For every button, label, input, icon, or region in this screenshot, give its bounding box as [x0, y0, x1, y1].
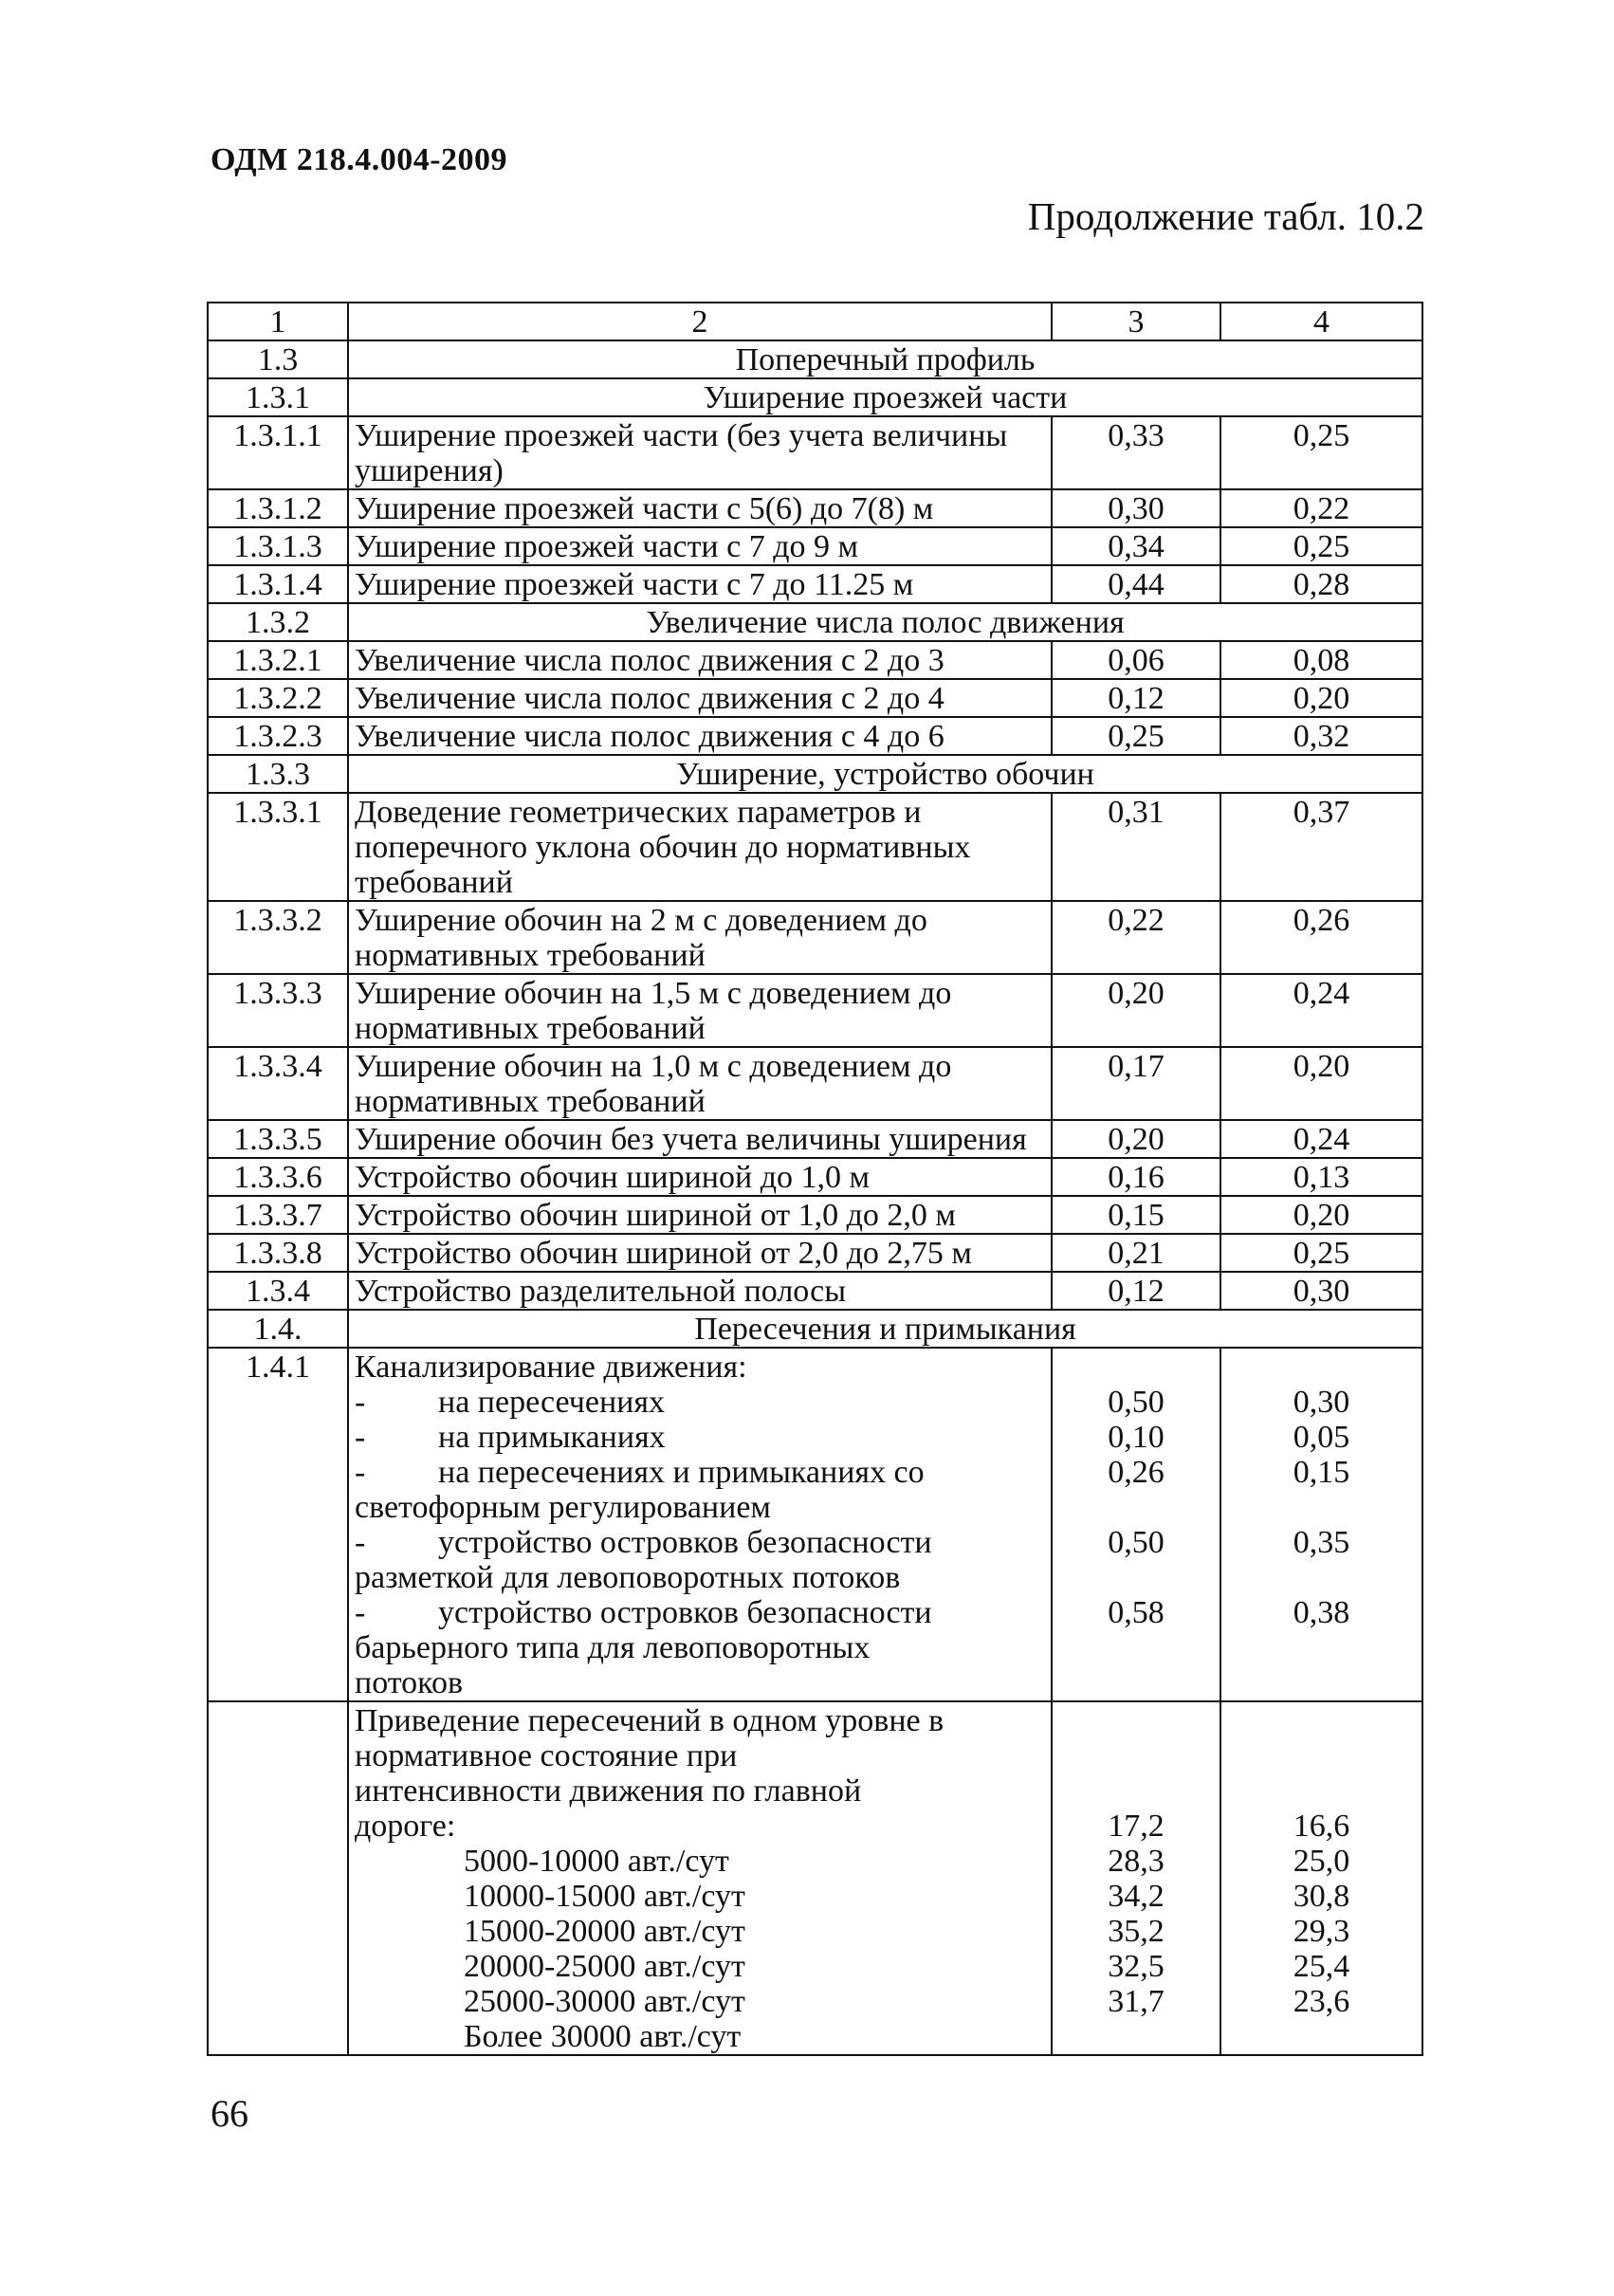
range-value-col4: 16,6: [1293, 1809, 1350, 1844]
value-col4: [1220, 1701, 1422, 2055]
value-col4: 0,25: [1220, 1234, 1422, 1272]
intensity-range: 25000-30000 авт./сут: [464, 1984, 745, 2019]
row-code: 1.3.1.2: [208, 489, 348, 527]
value-col4: 0,24: [1220, 1120, 1422, 1158]
list-item-line: [355, 1455, 1045, 1490]
value-col4: 0,13: [1220, 1158, 1422, 1196]
list-item-line: [355, 1630, 1045, 1665]
item-value-col3: 0,58: [1108, 1595, 1165, 1630]
value-col3: 0,30: [1052, 489, 1220, 527]
row-description: Уширение проезжей части с 5(6) до 7(8) м: [348, 489, 1052, 527]
range-value-col4: 23,6: [1293, 1984, 1350, 2019]
row-description: Уширение обочин на 1,0 м с доведением до нормативных требований: [348, 1047, 1052, 1120]
item-value-col4: 0,15: [1293, 1455, 1350, 1490]
value-col4: 0,25: [1220, 416, 1422, 489]
section-title: Уширение проезжей части: [348, 378, 1422, 416]
block-heading-line: нормативное состояние при: [355, 1738, 738, 1773]
value-col3: 0,12: [1052, 1272, 1220, 1310]
list-item-text: устройство островков безопасности: [438, 1595, 932, 1630]
value-spacer: [1227, 1738, 1416, 1773]
row-description: Уширение обочин на 2 м с доведением до нормативных требований: [348, 901, 1052, 974]
row-description: [348, 1701, 1052, 2055]
bullet-dash: -: [355, 1420, 366, 1455]
column-header-3: 3: [1052, 303, 1220, 340]
row-description: Устройство разделительной полосы: [348, 1272, 1052, 1310]
value-col4: 0,26: [1220, 901, 1422, 974]
value-spacer: [1227, 1350, 1416, 1385]
row-code: 1.3.3.1: [208, 793, 348, 901]
section-title: Поперечный профиль: [348, 340, 1422, 378]
section-row: [208, 1310, 1422, 1348]
value-spacer: [1227, 1560, 1416, 1595]
table-row: [208, 1701, 1422, 2055]
list-item-line: [355, 1490, 1045, 1525]
bullet-dash: -: [355, 1455, 366, 1490]
row-code: 1.3.3.5: [208, 1120, 348, 1158]
value-col4: 0,20: [1220, 679, 1422, 717]
row-code: 1.3.4: [208, 1272, 348, 1310]
range-value-col3: 17,2: [1108, 1809, 1165, 1844]
value-col3: 0,34: [1052, 527, 1220, 565]
table-row: [208, 901, 1422, 974]
value-col3: 0,17: [1052, 1047, 1220, 1120]
bullet-dash: -: [355, 1525, 366, 1560]
value-col3: 0,20: [1052, 1120, 1220, 1158]
row-description: Увеличение числа полос движения с 2 до 3: [348, 641, 1052, 679]
section-row: [208, 755, 1422, 793]
value-col4: 0,20: [1220, 1196, 1422, 1234]
row-code: 1.3.2.3: [208, 717, 348, 755]
value-spacer: [1227, 1773, 1416, 1809]
block-heading-line: интенсивности движения по главной: [355, 1773, 862, 1809]
page-number: 66: [211, 2092, 248, 2135]
value-col4: 0,08: [1220, 641, 1422, 679]
value-spacer: [1058, 1773, 1214, 1809]
section-title: Уширение, устройство обочин: [348, 755, 1422, 793]
table-row: [208, 1196, 1422, 1234]
value-col3: 0,21: [1052, 1234, 1220, 1272]
table-row: [208, 1234, 1422, 1272]
item-value-col4: 0,38: [1293, 1595, 1350, 1630]
item-value-col4: 0,30: [1293, 1385, 1350, 1420]
range-value-col4: 25,4: [1293, 1949, 1350, 1984]
list-item-line: [355, 1420, 1045, 1455]
row-description: Устройство обочин шириной от 1,0 до 2,0 м: [348, 1196, 1052, 1234]
range-value-col4: 30,8: [1293, 1879, 1350, 1914]
row-description: Уширение проезжей части с 7 до 9 м: [348, 527, 1052, 565]
list-item-text: устройство островков безопасности: [438, 1525, 932, 1560]
table-row: [208, 717, 1422, 755]
row-code-empty: [208, 1701, 348, 2055]
row-code: 1.3.2.2: [208, 679, 348, 717]
value-col3: 0,25: [1052, 717, 1220, 755]
intensity-range: 15000-20000 авт./сут: [464, 1914, 745, 1949]
column-header-4: 4: [1220, 303, 1422, 340]
table-row: [208, 1120, 1422, 1158]
table-row: [208, 416, 1422, 489]
intensity-range: 5000-10000 авт./сут: [464, 1844, 729, 1879]
row-description: Доведение геометрических параметров и поперечного уклона обочин до нормативных требований: [348, 793, 1052, 901]
section-title: Увеличение числа полос движения: [348, 603, 1422, 641]
value-col4: 0,25: [1220, 527, 1422, 565]
value-spacer: [1058, 1665, 1214, 1700]
row-code: 1.3.3.7: [208, 1196, 348, 1234]
row-description: Уширение обочин без учета величины уширения: [348, 1120, 1052, 1158]
value-col3: 0,20: [1052, 974, 1220, 1047]
column-header-1: 1: [208, 303, 348, 340]
range-value-col3: 34,2: [1108, 1879, 1165, 1914]
list-item-text: на пересечениях и примыканиях со: [438, 1455, 925, 1490]
value-col4: 0,28: [1220, 565, 1422, 603]
value-col3: 0,22: [1052, 901, 1220, 974]
value-col4: 0,37: [1220, 793, 1422, 901]
value-col4: 0,20: [1220, 1047, 1422, 1120]
list-item-line: [355, 1385, 1045, 1420]
row-description: Увеличение числа полос движения с 2 до 4: [348, 679, 1052, 717]
row-description: Устройство обочин шириной от 2,0 до 2,75 м: [348, 1234, 1052, 1272]
row-description: Устройство обочин шириной до 1,0 м: [348, 1158, 1052, 1196]
row-code: 1.3.1: [208, 378, 348, 416]
list-item-line: [355, 1595, 1045, 1630]
row-code: 1.3.1.1: [208, 416, 348, 489]
value-col3: 0,44: [1052, 565, 1220, 603]
list-item-text: разметкой для левоповоротных потоков: [355, 1560, 901, 1595]
range-value-col3: 31,7: [1108, 1984, 1165, 2019]
range-value-col4: 29,3: [1293, 1914, 1350, 1949]
column-header-row: [208, 303, 1422, 340]
item-value-col3: 0,10: [1108, 1420, 1165, 1455]
row-code: 1.3.3.6: [208, 1158, 348, 1196]
row-code: 1.3.2: [208, 603, 348, 641]
row-description: Увеличение числа полос движения с 4 до 6: [348, 717, 1052, 755]
column-header-2: 2: [348, 303, 1052, 340]
value-spacer: [1058, 1350, 1214, 1385]
table-row: [208, 527, 1422, 565]
value-col3: 0,12: [1052, 679, 1220, 717]
item-value-col4: 0,05: [1293, 1420, 1350, 1455]
list-item-text: на примыканиях: [438, 1420, 666, 1455]
table-row: [208, 641, 1422, 679]
list-item-text: на пересечениях: [438, 1385, 665, 1420]
value-col3: [1052, 1348, 1220, 1701]
intensity-range: 10000-15000 авт./сут: [464, 1879, 745, 1914]
bullet-dash: -: [355, 1595, 366, 1630]
row-code: 1.3.3.8: [208, 1234, 348, 1272]
table-body: [208, 303, 1422, 2055]
table-row: [208, 1272, 1422, 1310]
table-row: [208, 793, 1422, 901]
row-code: 1.3.1.3: [208, 527, 348, 565]
intensity-range: 20000-25000 авт./сут: [464, 1949, 745, 1984]
document-code: ОДМ 218.4.004-2009: [211, 142, 508, 177]
value-spacer: [1227, 1665, 1416, 1700]
row-description: Уширение обочин на 1,5 м с доведением до нормативных требований: [348, 974, 1052, 1047]
value-spacer: [1227, 1703, 1416, 1738]
row-code: 1.3.3.2: [208, 901, 348, 974]
block-heading-line: Приведение пересечений в одном уровне в: [355, 1703, 945, 1738]
list-item-text: потоков: [355, 1665, 464, 1700]
list-item-text: барьерного типа для левоповоротных: [355, 1630, 871, 1665]
row-code: 1.4.: [208, 1310, 348, 1348]
table-row: [208, 489, 1422, 527]
value-spacer: [1058, 1703, 1214, 1738]
item-value-col3: 0,50: [1108, 1385, 1165, 1420]
list-item-line: [355, 1525, 1045, 1560]
table-row: [208, 679, 1422, 717]
range-value-col3: 32,5: [1108, 1949, 1165, 1984]
value-spacer: [1058, 1738, 1214, 1773]
section-title: Пересечения и примыкания: [348, 1310, 1422, 1348]
row-description: Уширение проезжей части с 7 до 11.25 м: [348, 565, 1052, 603]
bullet-dash: -: [355, 1385, 366, 1420]
range-value-col4: 25,0: [1293, 1844, 1350, 1879]
value-spacer: [1058, 1630, 1214, 1665]
row-code: 1.3.1.4: [208, 565, 348, 603]
table-continuation-label: Продолжение табл. 10.2: [1027, 194, 1424, 238]
item-value-col3: 0,50: [1108, 1525, 1165, 1560]
list-item-line: [355, 1560, 1045, 1595]
item-value-col4: 0,35: [1293, 1525, 1350, 1560]
value-spacer: [1227, 1490, 1416, 1525]
row-code: 1.3.3.3: [208, 974, 348, 1047]
value-col4: 0,30: [1220, 1272, 1422, 1310]
table-row: [208, 974, 1422, 1047]
table-row: [208, 1047, 1422, 1120]
value-col4: 0,22: [1220, 489, 1422, 527]
value-spacer: [1227, 1630, 1416, 1665]
coefficients-table: [207, 302, 1423, 2056]
value-col4: 0,32: [1220, 717, 1422, 755]
section-row: [208, 378, 1422, 416]
section-row: [208, 603, 1422, 641]
range-value-col3: 35,2: [1108, 1914, 1165, 1949]
value-spacer: [1058, 1490, 1214, 1525]
list-item-text: светофорным регулированием: [355, 1490, 771, 1525]
row-description: Уширение проезжей части (без учета величины уширения): [348, 416, 1052, 489]
block-heading-line: дороге:: [355, 1809, 456, 1844]
item-value-col3: 0,26: [1108, 1455, 1165, 1490]
range-value-col3: 28,3: [1108, 1844, 1165, 1879]
row-description: [348, 1348, 1052, 1701]
table-row: [208, 565, 1422, 603]
value-col3: 0,31: [1052, 793, 1220, 901]
table-row: [208, 1348, 1422, 1701]
row-code: 1.3: [208, 340, 348, 378]
value-spacer: [1058, 1560, 1214, 1595]
value-col3: 0,06: [1052, 641, 1220, 679]
value-col3: 0,33: [1052, 416, 1220, 489]
row-code: 1.3.2.1: [208, 641, 348, 679]
table-row: [208, 1158, 1422, 1196]
value-col3: [1052, 1701, 1220, 2055]
row-code: 1.3.3: [208, 755, 348, 793]
value-col3: 0,16: [1052, 1158, 1220, 1196]
value-col4: 0,24: [1220, 974, 1422, 1047]
value-col3: 0,15: [1052, 1196, 1220, 1234]
list-item-line: [355, 1665, 1045, 1700]
row-code: 1.3.3.4: [208, 1047, 348, 1120]
block-heading: Канализирование движения:: [355, 1350, 747, 1385]
intensity-range: Более 30000 авт./сут: [464, 2019, 742, 2054]
section-row: [208, 340, 1422, 378]
value-col4: [1220, 1348, 1422, 1701]
row-code: 1.4.1: [208, 1348, 348, 1701]
